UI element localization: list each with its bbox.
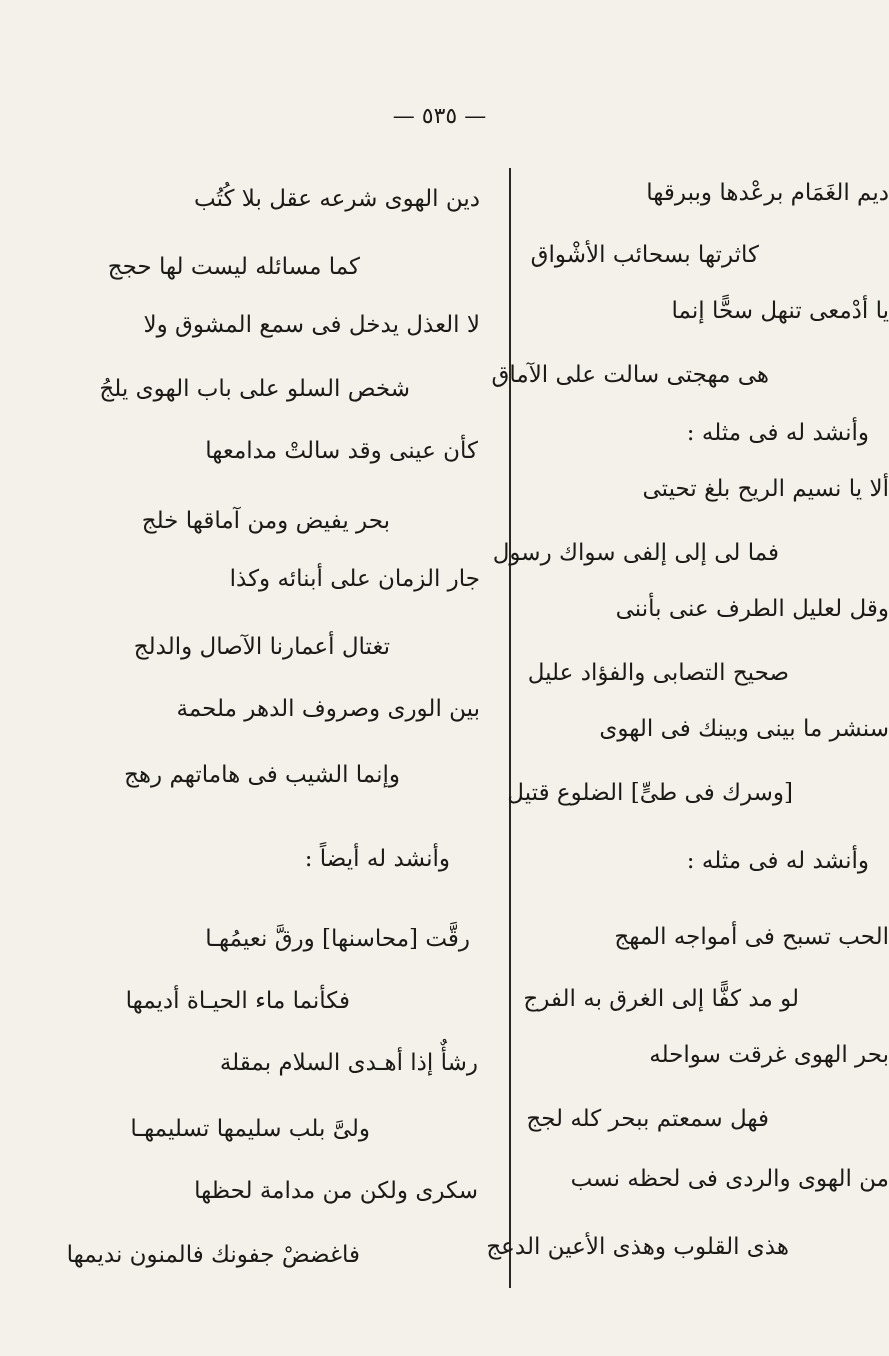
verse-line: كاثرتها بسحائب الأشْواق xyxy=(530,242,759,268)
section-heading: وأنشد له فى مثله : xyxy=(686,848,869,874)
verse-line: ولىَّ بلب سليمها تسليمهـا xyxy=(130,1116,370,1142)
verse-line: لا العذل يدخل فى سمع المشوق ولا xyxy=(143,312,480,338)
page-number: — ٥٣٥ — xyxy=(392,104,487,129)
verse-line: [وسرك فى طىٍّ] الضلوع قتيل xyxy=(507,780,793,806)
verse-line: يا أدْمعى تنهل سحًّا إنما xyxy=(671,298,889,324)
verse-line: سنشر ما بينى وبينك فى الهوى xyxy=(599,716,889,742)
verse-line: ديم الغَمَام برعْدها وببرقها xyxy=(646,180,889,206)
verse-line: هى مهجتى سالت على الآماق xyxy=(491,362,769,388)
verse-line: شخص السلو على باب الهوى يلجُ xyxy=(99,376,410,402)
verse-line: جار الزمان على أبنائه وكذا xyxy=(229,566,480,592)
verse-line: وإنما الشيب فى هاماتهم رهج xyxy=(124,762,400,788)
section-heading: وأنشد له فى مثله : xyxy=(686,420,869,446)
section-heading: وأنشد له أيضاً : xyxy=(304,846,450,872)
verse-line: وقل لعليل الطرف عنى بأننى xyxy=(615,596,889,622)
verse-line: بين الورى وصروف الدهر ملحمة xyxy=(176,696,480,722)
verse-line: رشأٌ إذا أهـدى السلام بمقلة xyxy=(219,1050,478,1076)
verse-line: بحر يفيض ومن آماقها خلج xyxy=(141,508,390,534)
right-column xyxy=(486,0,889,1356)
verse-line: فما لى إلى إلفى سواك رسول xyxy=(492,540,779,566)
verse-line: سكرى ولكن من مدامة لحظها xyxy=(194,1178,478,1204)
verse-line: هذى القلوب وهذى الأعين الدعج xyxy=(486,1234,789,1260)
verse-line: تغتال أعمارنا الآصال والدلج xyxy=(133,634,390,660)
verse-line: لو مد كفًّا إلى الغرق به الفرج xyxy=(523,986,799,1012)
verse-line: صحيح التصابى والفؤاد عليل xyxy=(527,660,789,686)
verse-line: فهل سمعتم ببحر كله لجج xyxy=(526,1106,769,1132)
verse-line: من الهوى والردى فى لحظه نسب xyxy=(570,1166,889,1192)
verse-line: ألا يا نسيم الريح بلغ تحيتى xyxy=(642,476,889,502)
verse-line: رقَّت [محاسنها] ورقَّ نعيمُهـا xyxy=(205,926,470,952)
left-column xyxy=(66,0,490,1356)
verse-line: دين الهوى شرعه عقل بلا كُتُب xyxy=(194,186,480,212)
verse-line: كما مسائله ليست لها حجج xyxy=(107,254,360,280)
verse-line: بحر الهوى غرقت سواحله xyxy=(649,1042,889,1068)
column-divider xyxy=(509,168,511,1288)
verse-line: فكأنما ماء الحيـاة أديمها xyxy=(125,988,350,1014)
verse-line: الحب تسبح فى أمواجه المهج xyxy=(614,924,889,950)
verse-line: كأن عينى وقد سالتْ مدامعها xyxy=(205,438,478,464)
verse-line: فاغضضْ جفونك فالمنون نديمها xyxy=(66,1242,360,1268)
